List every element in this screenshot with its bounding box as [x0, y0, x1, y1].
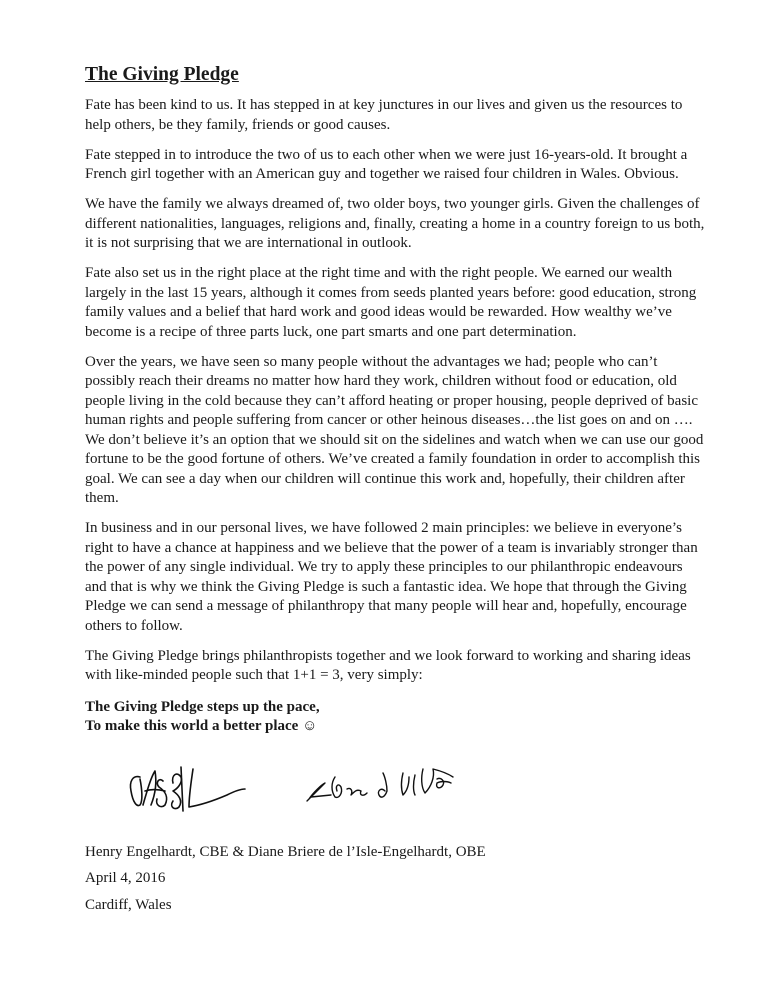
letter-date: April 4, 2016 — [85, 870, 166, 886]
paragraph-6: In business and in our personal lives, we have followed 2 main principles: we believe in everyone’s right to have a chance at happiness and we believe that the power of a team is invariably stronger than the power of any single individual. We try to apply these principles to our philanthropic endeavours and that is why we think the Giving Pledge is such a fantastic idea. We hope that through the Giving Pledge we can send a message of philanthropy that many people will hear and, hopefully, encourage others to follow. — [85, 520, 698, 634]
henry-signature-icon — [130, 767, 245, 811]
diane-signature-icon — [307, 769, 453, 801]
letter-title: The Giving Pledge — [85, 64, 239, 85]
paragraph-2: Fate stepped in to introduce the two of us to each other when we were just 16-years-old. It brought a French girl together with an American guy and together we raised four children in Wales. Obvious. — [85, 146, 688, 182]
paragraph-4: Fate also set us in the right place at the right time and with the right people. We earned our wealth largely in the last 15 years, although it comes from seeds planted years before: good education, strong family values and a belief that hard work and good ideas would be rewarded. How wealthy we’ve become is a recipe of three parts luck, one part smarts and one part determination. — [85, 265, 697, 340]
paragraph-3: We have the family we always dreamed of, two older boys, two younger girls. Given the challenges of different nationalities, languages, religions and, finally, creating a home in a country foreign to us both, it is not surprising that we are international in outlook. — [85, 196, 705, 251]
paragraph-1: Fate has been kind to us. It has stepped in at key junctures in our lives and given us the resources to help others, be they family, friends or good causes. — [85, 97, 683, 133]
closing-verse — [85, 698, 705, 737]
signature-graphics — [85, 747, 705, 837]
paragraph-7: The Giving Pledge brings philanthropists together and we look forward to working and sharing ideas with like-minded people such that 1+1 = 3, very simply: — [85, 647, 691, 683]
closing-line-2: To make this world a better place ☺ — [85, 718, 318, 734]
paragraph-5: Over the years, we have seen so many people without the advantages we had; people who can’t possibly reach their dreams no matter how hard they work, children without food or education, old people living in the cold because they can’t afford heating or proper housing, people deprived of basic human rights and people suffering from cancer or other heinous diseases…the list goes on and on …. We don’t believe it’s an option that we should sit on the sidelines and watch when we can use our good fortune to be the good fortune of others. We’ve created a family foundation in order to accomplish this goal. We can see a day when our children will continue this work and, hopefully, their children after them. — [85, 353, 704, 506]
closing-line-1: The Giving Pledge steps up the pace, — [85, 698, 320, 715]
signatory-names: Henry Engelhardt, CBE & Diane Briere de l’Isle-Engelhardt, OBE — [85, 843, 486, 860]
letter-page — [85, 62, 705, 922]
signatures — [85, 747, 705, 837]
letter-location: Cardiff, Wales — [85, 896, 172, 913]
